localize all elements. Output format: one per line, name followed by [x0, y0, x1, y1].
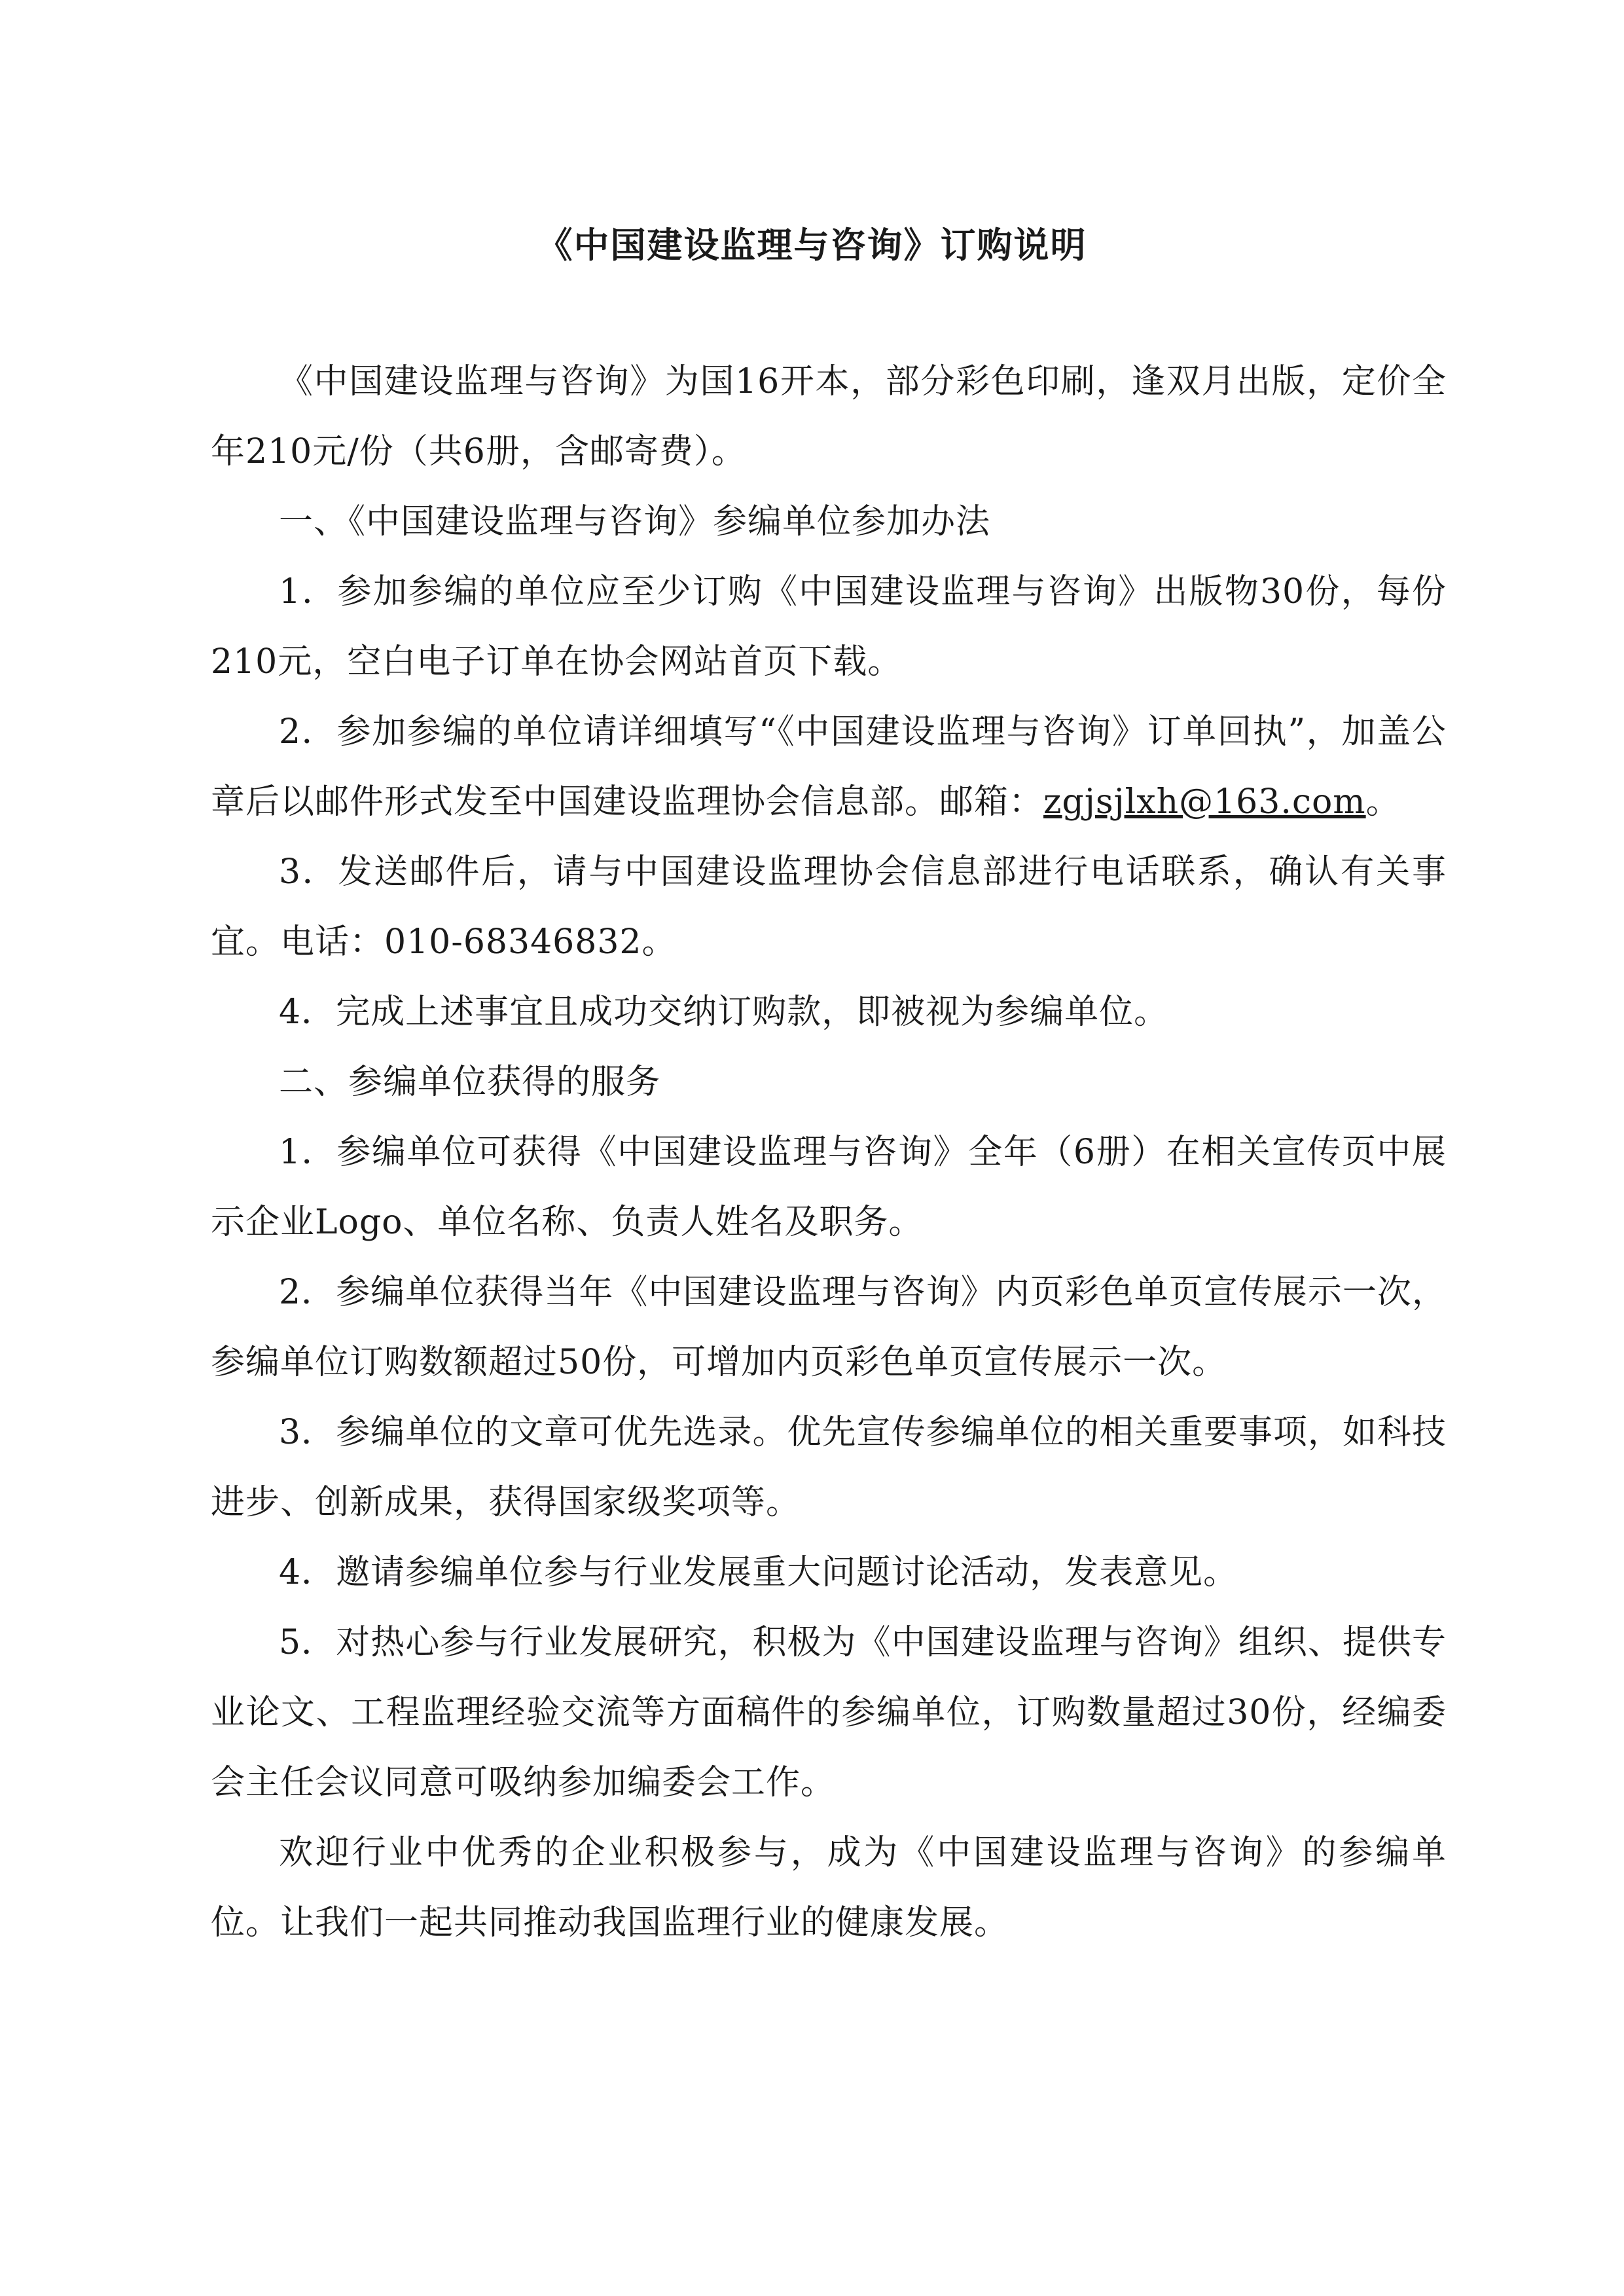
service-item-3: 3．参编单位的文章可优先选录。优先宣传参编单位的相关重要事项，如科技进步、创新成果，获得国家级奖项等。	[211, 1413, 1447, 1522]
email-link[interactable]: zgjsjlxh@163.com	[1043, 782, 1366, 822]
service-item-1: 1．参编单位可获得《中国建设监理与咨询》全年（6册）在相关宣传页中展示企业Logo、单位名称、负责人姓名及职务。	[211, 1133, 1447, 1242]
service-item-2: 2．参编单位获得当年《中国建设监理与咨询》内页彩色单页宣传展示一次，参编单位订购数额超过50份，可增加内页彩色单页宣传展示一次。	[211, 1273, 1447, 1382]
participation-item-4: 4．完成上述事宜且成功交纳订购款，即被视为参编单位。	[279, 993, 1169, 1032]
participation-item-3: 3．发送邮件后，请与中国建设监理协会信息部进行电话联系，确认有关事宜。电话：010-68346832。	[211, 852, 1447, 962]
section-heading-participation: 一、《中国建设监理与咨询》参编单位参加办法	[279, 502, 991, 541]
participation-item-2	[211, 697, 1447, 837]
document-body	[211, 347, 1447, 1958]
closing-paragraph: 欢迎行业中优秀的企业积极参与，成为《中国建设监理与咨询》的参编单位。让我们一起共同推动我国监理行业的健康发展。	[211, 1833, 1447, 1942]
participation-item-2-text: 2．参加参编的单位请详细填写“《中国建设监理与咨询》订单回执”，加盖公章后以邮件形式发至中国建设监理协会信息部。邮箱：	[211, 712, 1447, 822]
service-item-4: 4．邀请参编单位参与行业发展重大问题讨论活动，发表意见。	[279, 1553, 1238, 1592]
intro-paragraph: 《中国建设监理与咨询》为国16开本，部分彩色印刷，逢双月出版，定价全年210元/份（共6册，含邮寄费）。	[211, 362, 1447, 471]
participation-item-1: 1．参加参编的单位应至少订购《中国建设监理与咨询》出版物30份，每份210元，空白电子订单在协会网站首页下载。	[211, 572, 1447, 682]
section-heading-services: 二、参编单位获得的服务	[279, 1063, 661, 1102]
participation-item-2-end: 。	[1365, 782, 1401, 822]
document-title: 《中国建设监理与咨询》订购说明	[537, 225, 1087, 266]
service-item-5: 5．对热心参与行业发展研究，积极为《中国建设监理与咨询》组织、提供专业论文、工程监理经验交流等方面稿件的参编单位，订购数量超过30份，经编委会主任会议同意可吸纳参加编委会工作。	[211, 1623, 1447, 1802]
